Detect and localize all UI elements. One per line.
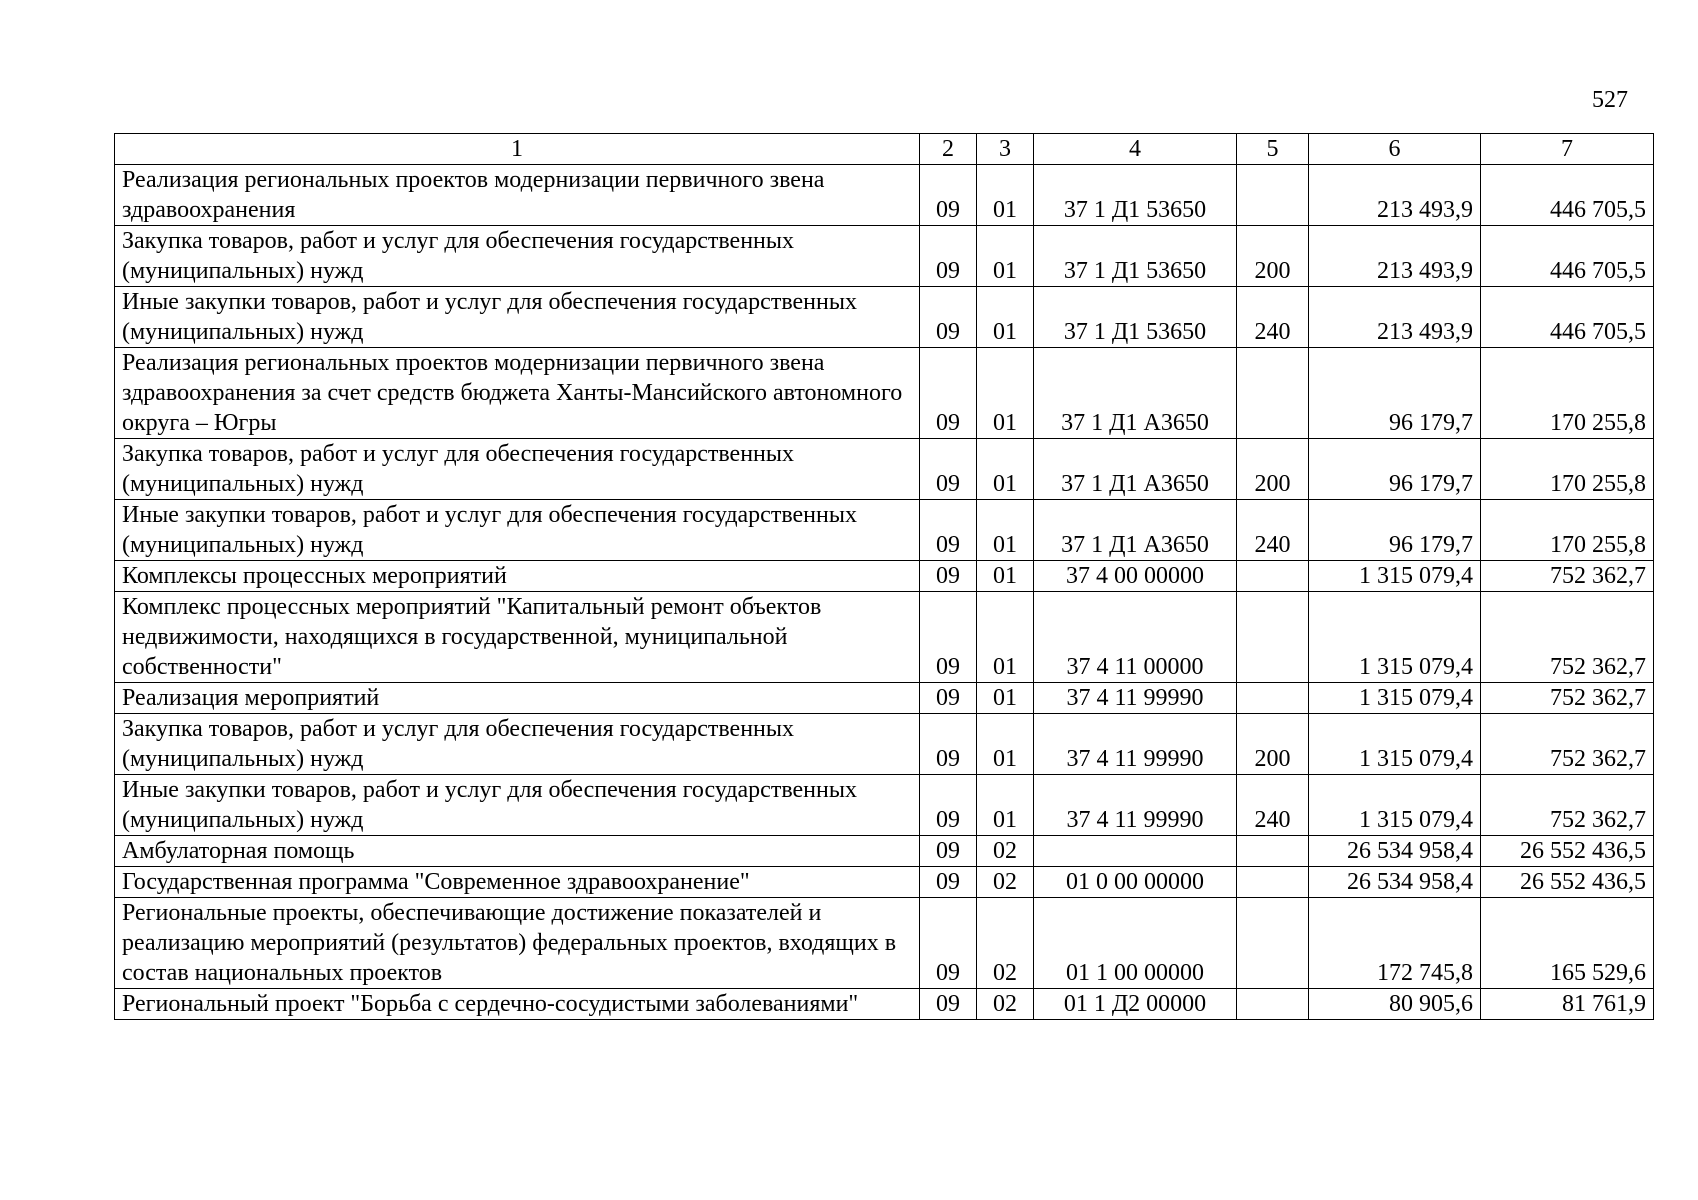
amount-cell-col6: 1 315 079,4 — [1309, 775, 1481, 836]
section-code-cell: 09 — [920, 989, 977, 1020]
subsection-code-cell: 01 — [977, 226, 1034, 287]
row-name-cell: Иные закупки товаров, работ и услуг для обеспечения государственных (муниципальных) нужд — [115, 775, 920, 836]
expense-type-cell — [1237, 683, 1309, 714]
target-article-cell: 01 0 00 00000 — [1034, 867, 1237, 898]
table-row — [115, 898, 1654, 989]
amount-cell-col6: 1 315 079,4 — [1309, 714, 1481, 775]
table-row — [115, 989, 1654, 1020]
target-article-cell: 37 1 Д1 53650 — [1034, 226, 1237, 287]
amount-cell-col7: 170 255,8 — [1481, 348, 1654, 439]
target-article-cell: 37 4 11 99990 — [1034, 683, 1237, 714]
amount-cell-col6: 172 745,8 — [1309, 898, 1481, 989]
table-row — [115, 226, 1654, 287]
expense-type-cell: 200 — [1237, 439, 1309, 500]
target-article-cell — [1034, 836, 1237, 867]
subsection-code-cell: 01 — [977, 683, 1034, 714]
table-row — [115, 592, 1654, 683]
table-row — [115, 836, 1654, 867]
expense-type-cell — [1237, 836, 1309, 867]
amount-cell-col7: 446 705,5 — [1481, 165, 1654, 226]
expense-type-cell — [1237, 592, 1309, 683]
row-name-cell: Комплексы процессных мероприятий — [115, 561, 920, 592]
expense-type-cell — [1237, 898, 1309, 989]
amount-cell-col7: 752 362,7 — [1481, 592, 1654, 683]
row-name-cell: Закупка товаров, работ и услуг для обеспечения государственных (муниципальных) нужд — [115, 714, 920, 775]
section-code-cell: 09 — [920, 683, 977, 714]
column-header: 4 — [1034, 134, 1237, 165]
subsection-code-cell: 01 — [977, 165, 1034, 226]
section-code-cell: 09 — [920, 439, 977, 500]
table-row — [115, 287, 1654, 348]
amount-cell-col7: 170 255,8 — [1481, 500, 1654, 561]
target-article-cell: 37 4 00 00000 — [1034, 561, 1237, 592]
column-header: 6 — [1309, 134, 1481, 165]
column-header: 7 — [1481, 134, 1654, 165]
table-row — [115, 561, 1654, 592]
table-row — [115, 165, 1654, 226]
target-article-cell: 37 1 Д1 53650 — [1034, 165, 1237, 226]
section-code-cell: 09 — [920, 561, 977, 592]
amount-cell-col6: 213 493,9 — [1309, 287, 1481, 348]
row-name-cell: Комплекс процессных мероприятий "Капитальный ремонт объектов недвижимости, находящихся в государственной, муниципальной собственности" — [115, 592, 920, 683]
budget-table — [114, 133, 1654, 1020]
amount-cell-col7: 170 255,8 — [1481, 439, 1654, 500]
section-code-cell: 09 — [920, 348, 977, 439]
row-name-cell: Иные закупки товаров, работ и услуг для обеспечения государственных (муниципальных) нужд — [115, 287, 920, 348]
subsection-code-cell: 01 — [977, 561, 1034, 592]
expense-type-cell — [1237, 561, 1309, 592]
amount-cell-col6: 1 315 079,4 — [1309, 683, 1481, 714]
header-row — [115, 134, 1654, 165]
section-code-cell: 09 — [920, 500, 977, 561]
target-article-cell: 37 1 Д1 53650 — [1034, 287, 1237, 348]
section-code-cell: 09 — [920, 898, 977, 989]
expense-type-cell: 240 — [1237, 775, 1309, 836]
amount-cell-col7: 81 761,9 — [1481, 989, 1654, 1020]
row-name-cell: Закупка товаров, работ и услуг для обеспечения государственных (муниципальных) нужд — [115, 226, 920, 287]
column-header: 3 — [977, 134, 1034, 165]
section-code-cell: 09 — [920, 592, 977, 683]
amount-cell-col7: 446 705,5 — [1481, 287, 1654, 348]
expense-type-cell: 200 — [1237, 226, 1309, 287]
amount-cell-col6: 1 315 079,4 — [1309, 561, 1481, 592]
row-name-cell: Закупка товаров, работ и услуг для обеспечения государственных (муниципальных) нужд — [115, 439, 920, 500]
table-row — [115, 500, 1654, 561]
row-name-cell: Региональные проекты, обеспечивающие достижение показателей и реализацию мероприятий (результатов) федеральных проектов, входящих в состав национальных проектов — [115, 898, 920, 989]
table-row — [115, 714, 1654, 775]
row-name-cell: Региональный проект "Борьба с сердечно-сосудистыми заболеваниями" — [115, 989, 920, 1020]
section-code-cell: 09 — [920, 867, 977, 898]
subsection-code-cell: 01 — [977, 348, 1034, 439]
table-row — [115, 775, 1654, 836]
amount-cell-col6: 96 179,7 — [1309, 348, 1481, 439]
subsection-code-cell: 01 — [977, 439, 1034, 500]
column-header: 2 — [920, 134, 977, 165]
amount-cell-col6: 96 179,7 — [1309, 439, 1481, 500]
row-name-cell: Иные закупки товаров, работ и услуг для обеспечения государственных (муниципальных) нужд — [115, 500, 920, 561]
row-name-cell: Реализация региональных проектов модернизации первичного звена здравоохранения — [115, 165, 920, 226]
table-row — [115, 348, 1654, 439]
row-name-cell: Амбулаторная помощь — [115, 836, 920, 867]
amount-cell-col7: 752 362,7 — [1481, 775, 1654, 836]
subsection-code-cell: 02 — [977, 989, 1034, 1020]
target-article-cell: 01 1 00 00000 — [1034, 898, 1237, 989]
row-name-cell: Реализация мероприятий — [115, 683, 920, 714]
section-code-cell: 09 — [920, 836, 977, 867]
subsection-code-cell: 02 — [977, 898, 1034, 989]
amount-cell-col6: 26 534 958,4 — [1309, 867, 1481, 898]
target-article-cell: 37 4 11 99990 — [1034, 775, 1237, 836]
amount-cell-col6: 1 315 079,4 — [1309, 592, 1481, 683]
amount-cell-col7: 752 362,7 — [1481, 683, 1654, 714]
subsection-code-cell: 01 — [977, 714, 1034, 775]
amount-cell-col6: 213 493,9 — [1309, 226, 1481, 287]
expense-type-cell: 200 — [1237, 714, 1309, 775]
subsection-code-cell: 02 — [977, 867, 1034, 898]
section-code-cell: 09 — [920, 775, 977, 836]
amount-cell-col7: 26 552 436,5 — [1481, 867, 1654, 898]
subsection-code-cell: 01 — [977, 287, 1034, 348]
row-name-cell: Государственная программа "Современное здравоохранение" — [115, 867, 920, 898]
amount-cell-col7: 165 529,6 — [1481, 898, 1654, 989]
expense-type-cell — [1237, 165, 1309, 226]
column-header: 1 — [115, 134, 920, 165]
section-code-cell: 09 — [920, 287, 977, 348]
expense-type-cell — [1237, 989, 1309, 1020]
expense-type-cell: 240 — [1237, 500, 1309, 561]
section-code-cell: 09 — [920, 714, 977, 775]
amount-cell-col7: 446 705,5 — [1481, 226, 1654, 287]
row-name-cell: Реализация региональных проектов модернизации первичного звена здравоохранения за счет средств бюджета Ханты-Мансийского автономного округа – Югры — [115, 348, 920, 439]
column-header: 5 — [1237, 134, 1309, 165]
table-row — [115, 683, 1654, 714]
amount-cell-col7: 752 362,7 — [1481, 714, 1654, 775]
target-article-cell: 37 4 11 99990 — [1034, 714, 1237, 775]
expense-type-cell — [1237, 348, 1309, 439]
table-body — [115, 165, 1654, 1020]
section-code-cell: 09 — [920, 226, 977, 287]
subsection-code-cell: 01 — [977, 775, 1034, 836]
table-row — [115, 867, 1654, 898]
page-number: 527 — [1592, 87, 1628, 113]
amount-cell-col7: 26 552 436,5 — [1481, 836, 1654, 867]
subsection-code-cell: 01 — [977, 592, 1034, 683]
target-article-cell: 37 1 Д1 А3650 — [1034, 348, 1237, 439]
table-row — [115, 439, 1654, 500]
section-code-cell: 09 — [920, 165, 977, 226]
target-article-cell: 01 1 Д2 00000 — [1034, 989, 1237, 1020]
amount-cell-col6: 26 534 958,4 — [1309, 836, 1481, 867]
expense-type-cell — [1237, 867, 1309, 898]
amount-cell-col6: 213 493,9 — [1309, 165, 1481, 226]
target-article-cell: 37 1 Д1 А3650 — [1034, 439, 1237, 500]
subsection-code-cell: 01 — [977, 500, 1034, 561]
amount-cell-col6: 96 179,7 — [1309, 500, 1481, 561]
expense-type-cell: 240 — [1237, 287, 1309, 348]
subsection-code-cell: 02 — [977, 836, 1034, 867]
target-article-cell: 37 4 11 00000 — [1034, 592, 1237, 683]
amount-cell-col7: 752 362,7 — [1481, 561, 1654, 592]
target-article-cell: 37 1 Д1 А3650 — [1034, 500, 1237, 561]
amount-cell-col6: 80 905,6 — [1309, 989, 1481, 1020]
